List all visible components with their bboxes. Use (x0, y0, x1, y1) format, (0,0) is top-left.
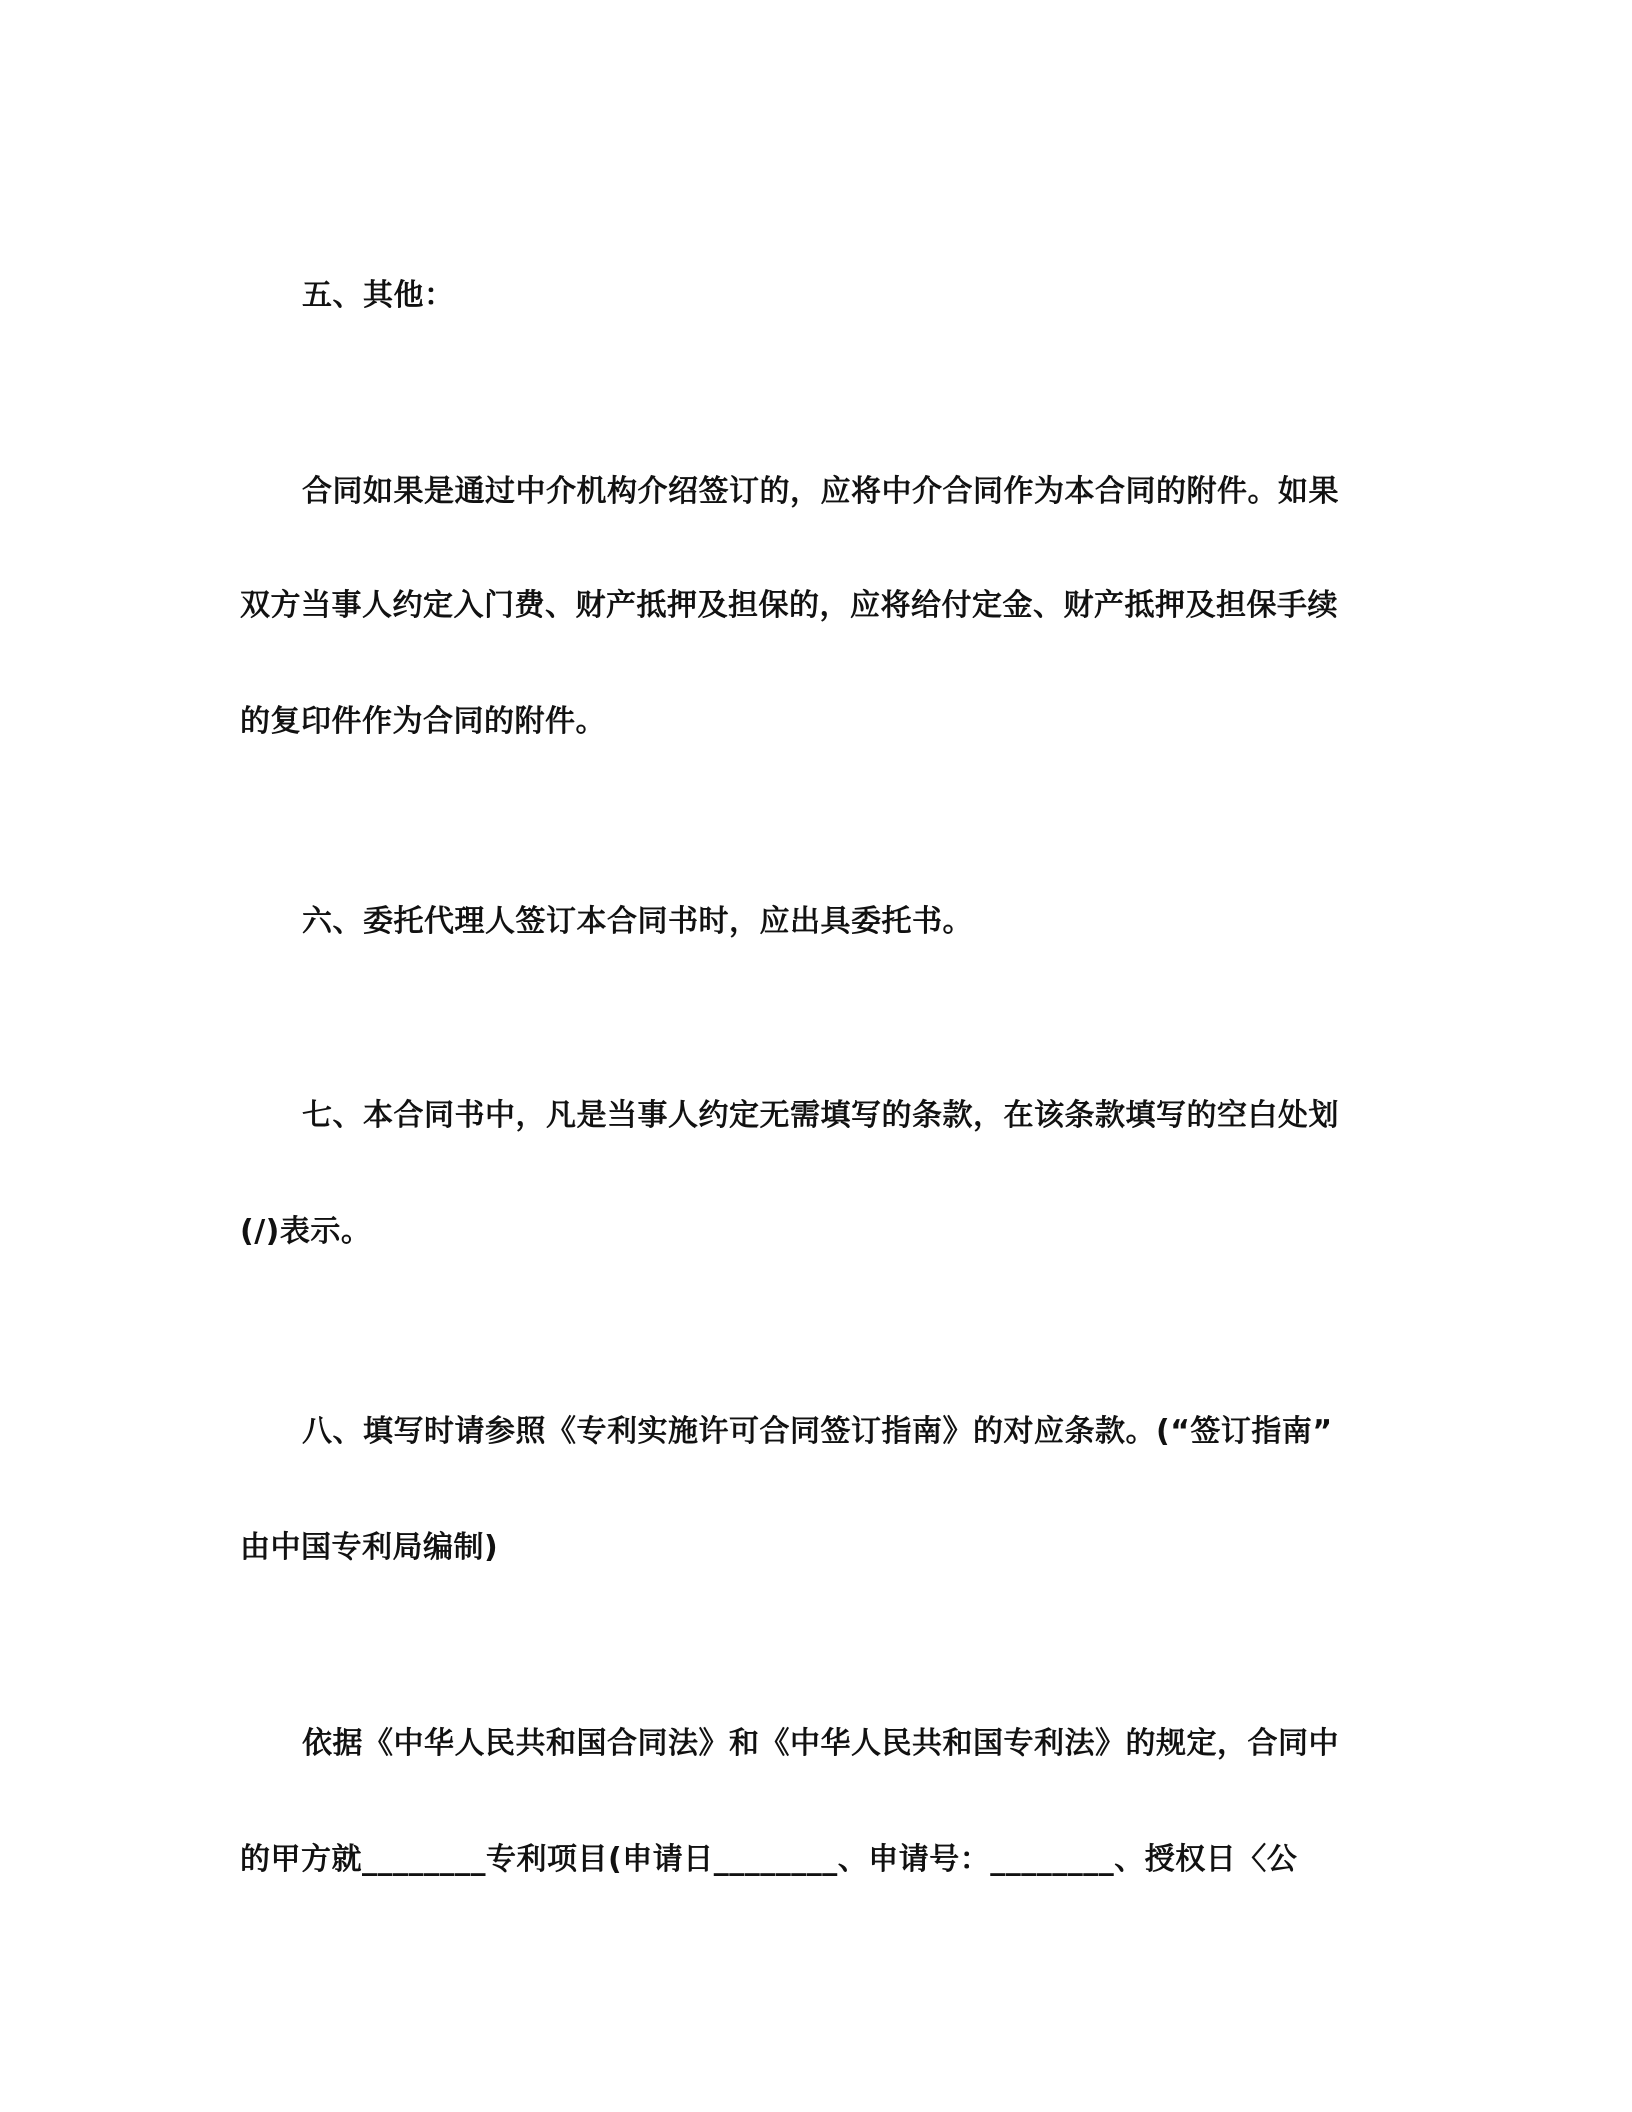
section-six-text: 六、委托代理人签订本合同书时，应出具委托书。 (302, 904, 973, 939)
section-five-heading: 五、其他： (302, 278, 455, 313)
paragraph-line: 的甲方就________专利项目(申请日________、申请号：________、授权日〈公 (240, 1842, 1298, 1877)
paragraph-line: (/)表示。 (240, 1214, 372, 1249)
section-eight-text: 八、填写时请参照《专利实施许可合同签订指南》的对应条款。(“签订指南” (302, 1414, 1333, 1449)
paragraph-line: 由中国专利局编制) (240, 1530, 499, 1565)
section-seven-text: 七、本合同书中，凡是当事人约定无需填写的条款，在该条款填写的空白处划 (302, 1098, 1339, 1133)
contract-intro-text: 依据《中华人民共和国合同法》和《中华人民共和国专利法》的规定，合同中 (302, 1726, 1339, 1761)
paragraph-line: 的复印件作为合同的附件。 (240, 704, 606, 739)
paragraph-line: 双方当事人约定入门费、财产抵押及担保的，应将给付定金、财产抵押及担保手续 (240, 588, 1338, 623)
paragraph-line: 合同如果是通过中介机构介绍签订的，应将中介合同作为本合同的附件。如果 (302, 474, 1339, 509)
